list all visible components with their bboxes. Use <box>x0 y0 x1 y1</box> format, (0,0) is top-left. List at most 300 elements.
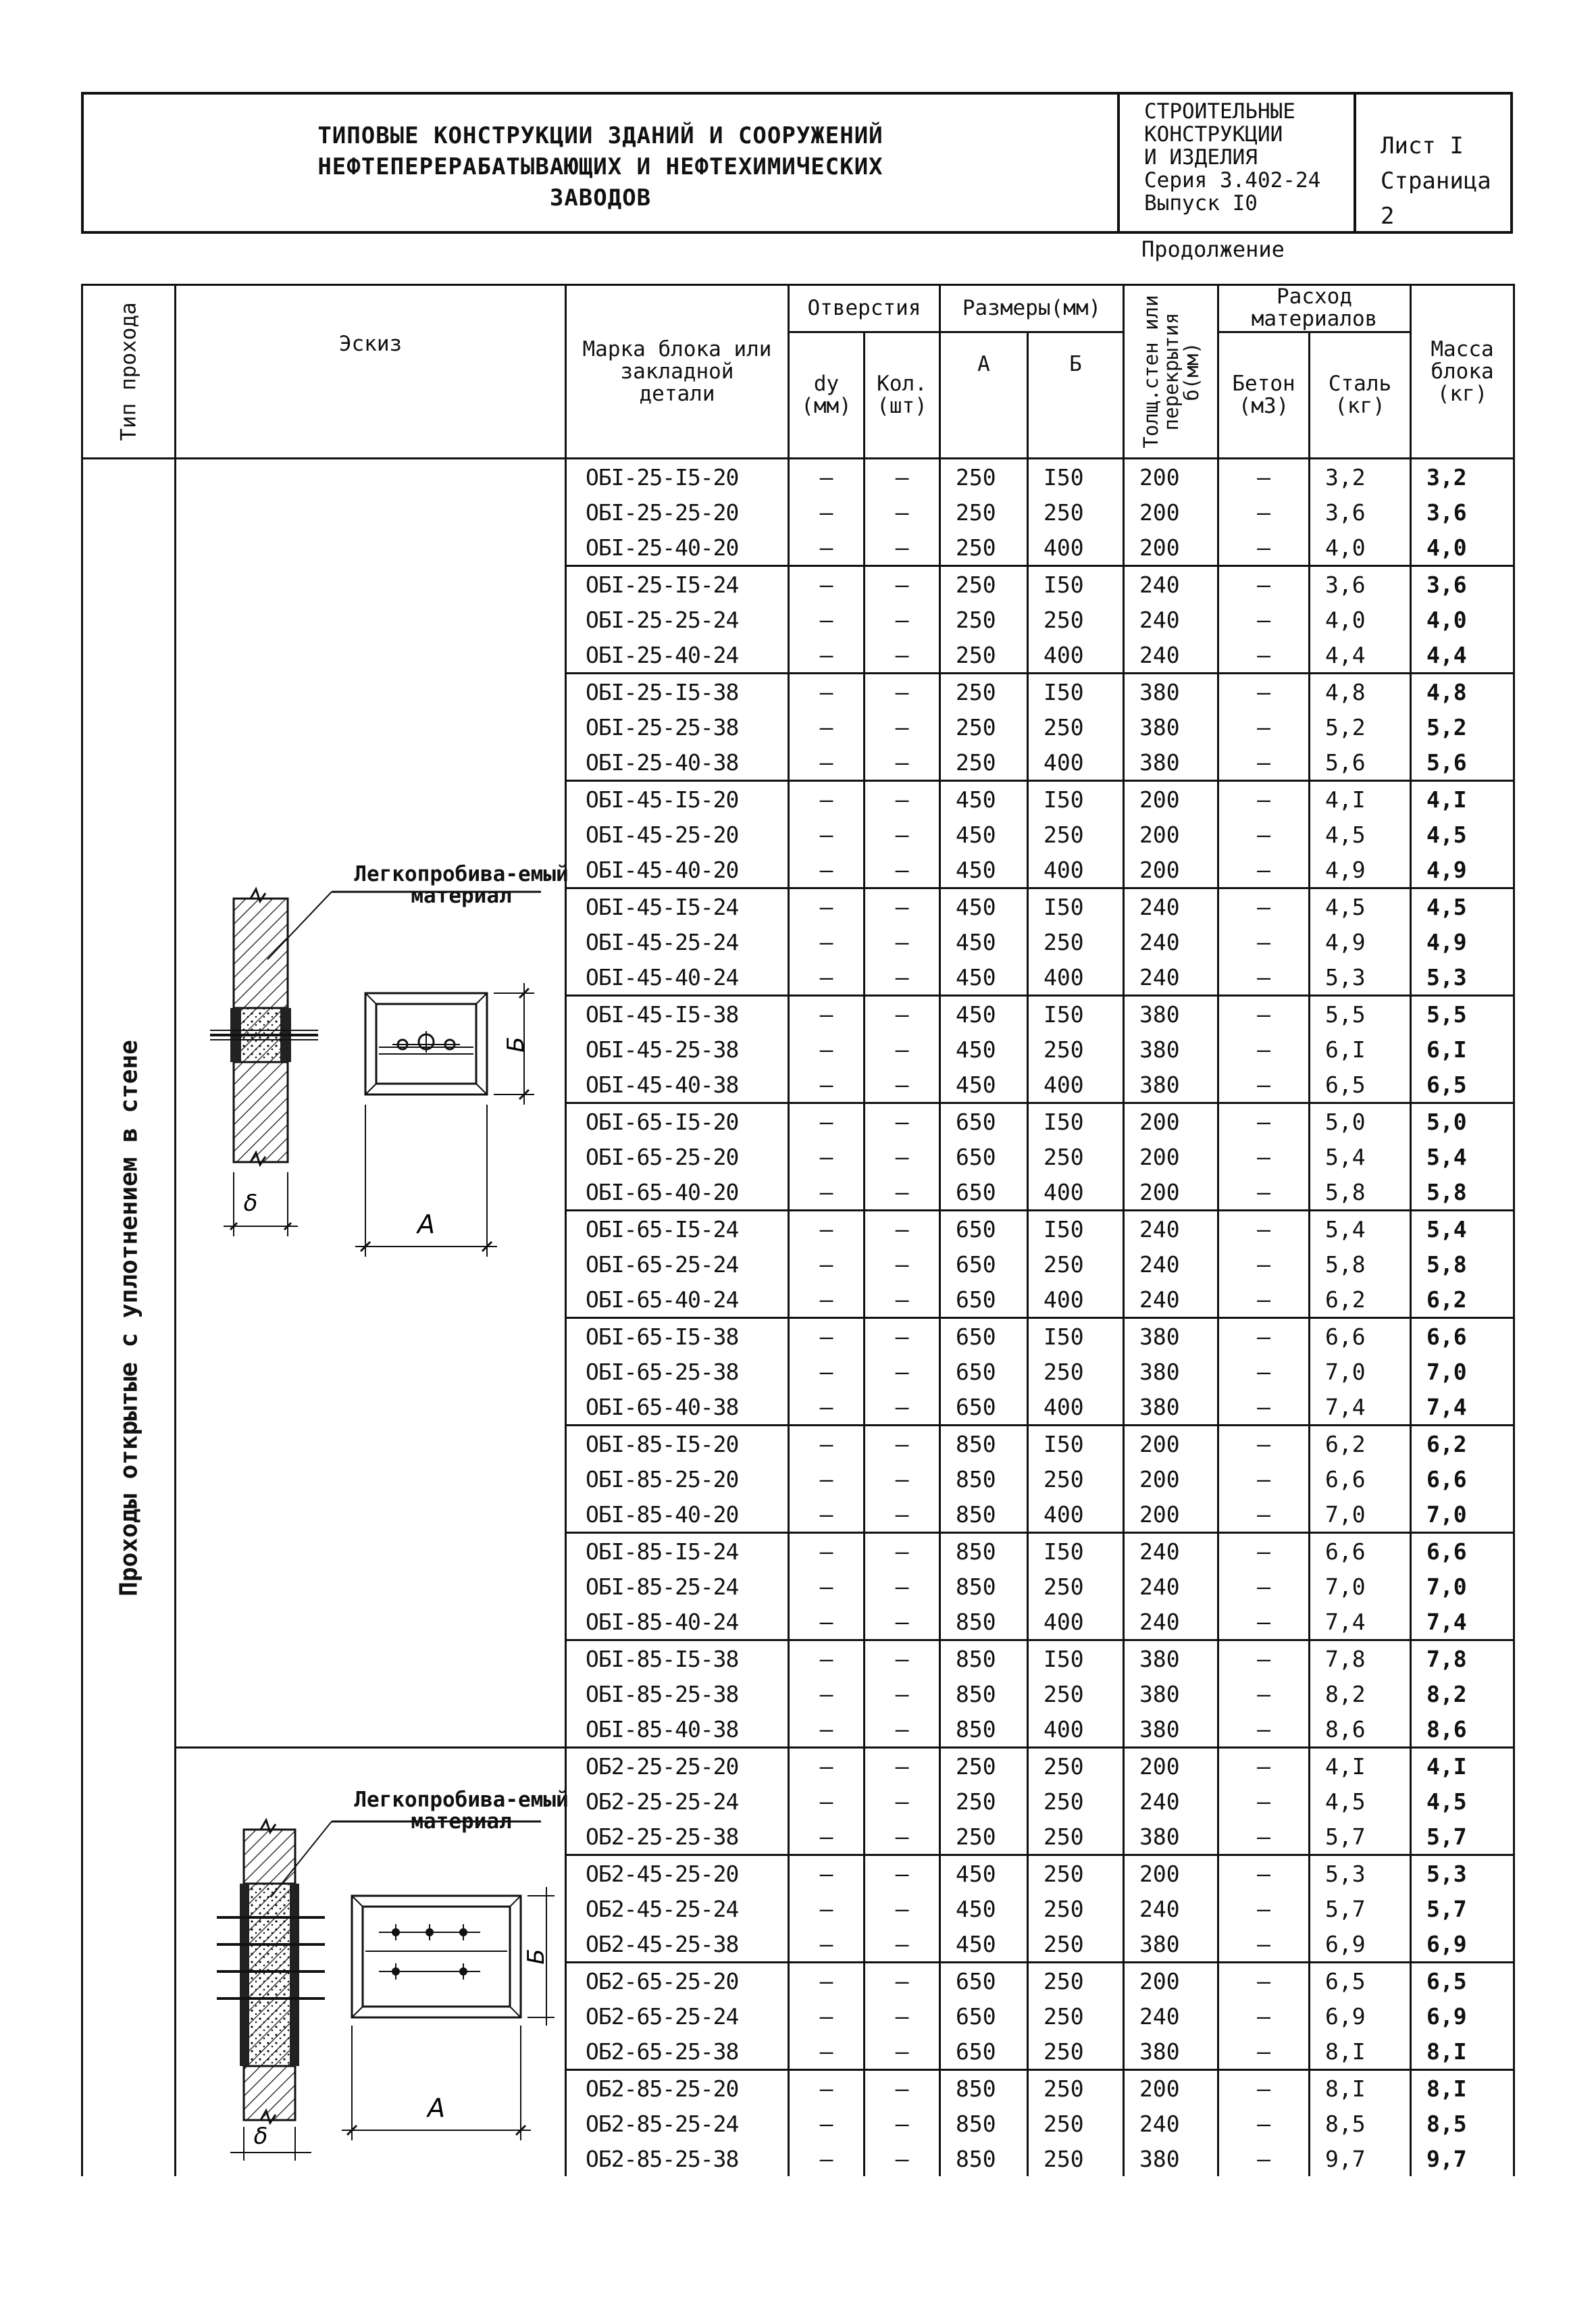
size-a-cell: 450 <box>940 1032 1028 1067</box>
thickness-cell: 200 <box>1124 781 1218 818</box>
concrete-cell: – <box>1218 852 1310 888</box>
mass-cell: 5,5 <box>1411 996 1514 1032</box>
sketch-2-cell <box>176 1748 569 2177</box>
thickness-cell: 240 <box>1124 1533 1218 1569</box>
steel-cell: 6,2 <box>1310 1426 1411 1462</box>
steel-cell: 8,6 <box>1310 1711 1411 1748</box>
count-cell: – <box>865 852 940 888</box>
size-b-cell: 400 <box>1028 852 1124 888</box>
size-a-cell: 250 <box>940 1784 1028 1819</box>
title-block <box>81 92 1513 234</box>
count-cell: – <box>865 530 940 566</box>
count-cell: – <box>865 888 940 925</box>
count-cell: – <box>865 1926 940 1963</box>
size-b-cell: 250 <box>1028 602 1124 637</box>
thickness-cell: 200 <box>1124 852 1218 888</box>
thickness-cell: 200 <box>1124 1963 1218 1999</box>
front-view-2 <box>342 1887 555 2140</box>
mark-cell: ОБI-25-I5-38 <box>566 674 789 710</box>
size-a-cell: 250 <box>940 674 1028 710</box>
thickness-cell: 240 <box>1124 1211 1218 1247</box>
series-line: Серия 3.402-24 <box>1144 168 1321 193</box>
steel-cell: 4,0 <box>1310 530 1411 566</box>
count-cell: – <box>865 1819 940 1855</box>
steel-cell: 5,5 <box>1310 996 1411 1032</box>
title-line: НЕФТЕПЕРЕРАБАТЫВАЮЩИХ И НЕФТЕХИМИЧЕСКИХ <box>317 153 883 180</box>
size-b-cell: 250 <box>1028 924 1124 959</box>
size-a-cell: 850 <box>940 1461 1028 1496</box>
size-b-cell: 400 <box>1028 959 1124 996</box>
size-b-cell: I50 <box>1028 1426 1124 1462</box>
thickness-cell: 240 <box>1124 1998 1218 2034</box>
series-line: И ИЗДЕЛИЯ <box>1144 145 1258 170</box>
concrete-cell: – <box>1218 1496 1310 1533</box>
count-cell: – <box>865 1891 940 1926</box>
mass-cell: 6,9 <box>1411 1998 1514 2034</box>
count-cell: – <box>865 1569 940 1604</box>
size-a-cell: 850 <box>940 2141 1028 2176</box>
concrete-cell: – <box>1218 1389 1310 1426</box>
steel-cell: 4,5 <box>1310 888 1411 925</box>
mark-cell: ОБI-25-25-24 <box>566 602 789 637</box>
header-concrete: Бетон (м3) <box>1218 332 1310 458</box>
size-b-cell: 250 <box>1028 1784 1124 1819</box>
mark-cell: ОБI-85-25-24 <box>566 1569 789 1604</box>
concrete-cell: – <box>1218 1784 1310 1819</box>
thickness-cell: 240 <box>1124 1784 1218 1819</box>
series-line: Выпуск I0 <box>1144 191 1258 216</box>
thickness-cell: 200 <box>1124 1748 1218 1784</box>
mark-cell: ОБI-25-40-20 <box>566 530 789 566</box>
mark-cell: ОБ2-65-25-20 <box>566 1963 789 1999</box>
mass-cell: 4,5 <box>1411 888 1514 925</box>
steel-cell: 5,8 <box>1310 1174 1411 1211</box>
size-a-cell: 850 <box>940 1426 1028 1462</box>
sheet-number: Лист I <box>1381 132 1464 159</box>
size-b-cell: I50 <box>1028 674 1124 710</box>
count-cell: – <box>865 2034 940 2070</box>
steel-cell: 3,6 <box>1310 566 1411 603</box>
dy-cell: – <box>789 1569 865 1604</box>
thickness-cell: 380 <box>1124 2034 1218 2070</box>
dy-cell: – <box>789 1748 865 1784</box>
size-a-cell: 250 <box>940 709 1028 745</box>
size-a-cell: 650 <box>940 1282 1028 1318</box>
sketch-2-material-label: Легкопробива-емый материал <box>354 1788 569 1834</box>
size-b-cell: 400 <box>1028 637 1124 674</box>
size-b-cell: 250 <box>1028 1569 1124 1604</box>
steel-cell: 3,6 <box>1310 495 1411 530</box>
steel-cell: 8,I <box>1310 2034 1411 2070</box>
steel-cell: 5,4 <box>1310 1139 1411 1174</box>
concrete-cell: – <box>1218 996 1310 1032</box>
dy-cell: – <box>789 674 865 710</box>
header-count: Кол. (шт) <box>865 332 940 458</box>
steel-cell: 7,4 <box>1310 1389 1411 1426</box>
concrete-cell: – <box>1218 959 1310 996</box>
size-a-cell: 250 <box>940 1819 1028 1855</box>
mass-cell: 5,3 <box>1411 1855 1514 1892</box>
header-thickness-text: Толщ.стен или перекрытия б(мм) <box>1139 295 1203 449</box>
concrete-cell: – <box>1218 1676 1310 1711</box>
concrete-cell: – <box>1218 1032 1310 1067</box>
sketch-1-delta: δ <box>243 1190 258 1217</box>
count-cell: – <box>865 1103 940 1140</box>
header-a: А <box>940 332 1028 458</box>
mark-cell: ОБI-85-25-20 <box>566 1461 789 1496</box>
concrete-cell: – <box>1218 1211 1310 1247</box>
count-cell: – <box>865 1067 940 1103</box>
dy-cell: – <box>789 1640 865 1677</box>
concrete-cell: – <box>1218 1533 1310 1569</box>
size-b-cell: 250 <box>1028 1998 1124 2034</box>
thickness-cell: 380 <box>1124 1318 1218 1355</box>
size-a-cell: 850 <box>940 1640 1028 1677</box>
mass-cell: 4,5 <box>1411 817 1514 852</box>
dy-cell: – <box>789 852 865 888</box>
mark-cell: ОБI-25-25-20 <box>566 495 789 530</box>
size-b-cell: I50 <box>1028 1211 1124 1247</box>
dy-cell: – <box>789 1926 865 1963</box>
mark-cell: ОБ2-85-25-20 <box>566 2070 789 2107</box>
mass-cell: 6,5 <box>1411 1067 1514 1103</box>
thickness-cell: 200 <box>1124 2070 1218 2107</box>
thickness-cell: 200 <box>1124 1139 1218 1174</box>
mass-cell: 5,6 <box>1411 745 1514 781</box>
concrete-cell: – <box>1218 1640 1310 1677</box>
mass-cell: 7,4 <box>1411 1604 1514 1640</box>
header-consumption: Расход материалов <box>1218 285 1411 332</box>
mark-cell: ОБI-85-40-20 <box>566 1496 789 1533</box>
steel-cell: 4,8 <box>1310 674 1411 710</box>
mark-cell: ОБ2-65-25-38 <box>566 2034 789 2070</box>
count-cell: – <box>865 2141 940 2176</box>
concrete-cell: – <box>1218 1748 1310 1784</box>
size-a-cell: 850 <box>940 2070 1028 2107</box>
count-cell: – <box>865 1998 940 2034</box>
size-a-cell: 450 <box>940 1891 1028 1926</box>
mark-cell: ОБ2-25-25-20 <box>566 1748 789 1784</box>
thickness-cell: 200 <box>1124 495 1218 530</box>
concrete-cell: – <box>1218 637 1310 674</box>
mass-cell: 4,I <box>1411 1748 1514 1784</box>
steel-cell: 4,I <box>1310 1748 1411 1784</box>
thickness-cell: 200 <box>1124 817 1218 852</box>
mass-cell: 6,9 <box>1411 1926 1514 1963</box>
mark-cell: ОБI-65-25-24 <box>566 1247 789 1282</box>
size-b-cell: 400 <box>1028 530 1124 566</box>
size-a-cell: 850 <box>940 1676 1028 1711</box>
mark-cell: ОБI-45-40-38 <box>566 1067 789 1103</box>
size-a-cell: 250 <box>940 530 1028 566</box>
concrete-cell: – <box>1218 674 1310 710</box>
mark-cell: ОБI-45-25-24 <box>566 924 789 959</box>
size-b-cell: 250 <box>1028 1819 1124 1855</box>
thickness-cell: 240 <box>1124 1282 1218 1318</box>
dy-cell: – <box>789 781 865 818</box>
steel-cell: 7,0 <box>1310 1354 1411 1389</box>
count-cell: – <box>865 2106 940 2141</box>
steel-cell: 6,5 <box>1310 1963 1411 1999</box>
size-b-cell: 250 <box>1028 1855 1124 1892</box>
size-a-cell: 650 <box>940 1211 1028 1247</box>
mass-cell: 7,0 <box>1411 1354 1514 1389</box>
thickness-cell: 380 <box>1124 1926 1218 1963</box>
dy-cell: – <box>789 1318 865 1355</box>
concrete-cell: – <box>1218 1103 1310 1140</box>
dy-cell: – <box>789 1533 865 1569</box>
dy-cell: – <box>789 566 865 603</box>
mass-cell: 5,4 <box>1411 1211 1514 1247</box>
series-line: СТРОИТЕЛЬНЫЕ <box>1144 99 1295 124</box>
count-cell: – <box>865 1247 940 1282</box>
mark-cell: ОБI-65-I5-20 <box>566 1103 789 1140</box>
title-divider <box>1117 95 1120 231</box>
sketch-1-material-label: Легкопробива-емый материал <box>354 862 569 908</box>
steel-cell: 6,6 <box>1310 1533 1411 1569</box>
mark-cell: ОБI-45-40-20 <box>566 852 789 888</box>
size-a-cell: 450 <box>940 996 1028 1032</box>
size-a-cell: 650 <box>940 1103 1028 1140</box>
size-b-cell: 400 <box>1028 1711 1124 1748</box>
thickness-cell: 200 <box>1124 1855 1218 1892</box>
count-cell: – <box>865 459 940 495</box>
count-cell: – <box>865 2070 940 2107</box>
header-steel: Сталь (кг) <box>1310 332 1411 458</box>
mass-cell: 5,2 <box>1411 709 1514 745</box>
concrete-cell: – <box>1218 530 1310 566</box>
thickness-cell: 380 <box>1124 745 1218 781</box>
dy-cell: – <box>789 709 865 745</box>
mass-cell: 7,8 <box>1411 1640 1514 1677</box>
thickness-cell: 380 <box>1124 2141 1218 2176</box>
thickness-cell: 240 <box>1124 1569 1218 1604</box>
mark-cell: ОБI-45-I5-20 <box>566 781 789 818</box>
thickness-cell: 380 <box>1124 996 1218 1032</box>
count-cell: – <box>865 1496 940 1533</box>
steel-cell: 4,4 <box>1310 637 1411 674</box>
blocks-table <box>81 284 1515 2176</box>
thickness-cell: 380 <box>1124 1640 1218 1677</box>
steel-cell: 5,3 <box>1310 1855 1411 1892</box>
continuation-label: Продолжение <box>1141 236 1285 262</box>
mark-cell: ОБI-85-40-24 <box>566 1604 789 1640</box>
mass-cell: 4,5 <box>1411 1784 1514 1819</box>
size-b-cell: 250 <box>1028 1748 1124 1784</box>
count-cell: – <box>865 1318 940 1355</box>
dy-cell: – <box>789 888 865 925</box>
count-cell: – <box>865 1389 940 1426</box>
size-a-cell: 450 <box>940 888 1028 925</box>
steel-cell: 5,2 <box>1310 709 1411 745</box>
thickness-cell: 240 <box>1124 1604 1218 1640</box>
concrete-cell: – <box>1218 2106 1310 2141</box>
thickness-cell: 380 <box>1124 1819 1218 1855</box>
dy-cell: – <box>789 1139 865 1174</box>
steel-cell: 4,I <box>1310 781 1411 818</box>
dy-cell: – <box>789 1103 865 1140</box>
mass-cell: 4,0 <box>1411 602 1514 637</box>
size-b-cell: 250 <box>1028 2106 1124 2141</box>
count-cell: – <box>865 1282 940 1318</box>
dy-cell: – <box>789 1461 865 1496</box>
concrete-cell: – <box>1218 1247 1310 1282</box>
thickness-cell: 240 <box>1124 959 1218 996</box>
mark-cell: ОБ2-45-25-20 <box>566 1855 789 1892</box>
size-a-cell: 650 <box>940 1998 1028 2034</box>
mass-cell: 4,9 <box>1411 852 1514 888</box>
mass-cell: 5,0 <box>1411 1103 1514 1140</box>
concrete-cell: – <box>1218 2034 1310 2070</box>
mark-cell: ОБ2-25-25-24 <box>566 1784 789 1819</box>
count-cell: – <box>865 566 940 603</box>
mass-cell: 7,0 <box>1411 1496 1514 1533</box>
mark-cell: ОБI-85-25-38 <box>566 1676 789 1711</box>
series-info <box>1144 100 1320 215</box>
concrete-cell: – <box>1218 1891 1310 1926</box>
mass-cell: 8,I <box>1411 2034 1514 2070</box>
mark-cell: ОБI-85-40-38 <box>566 1711 789 1748</box>
dy-cell: – <box>789 1784 865 1819</box>
dy-cell: – <box>789 1891 865 1926</box>
mass-cell: 6,I <box>1411 1032 1514 1067</box>
size-a-cell: 250 <box>940 566 1028 603</box>
count-cell: – <box>865 959 940 996</box>
thickness-cell: 200 <box>1124 1103 1218 1140</box>
size-a-cell: 650 <box>940 1174 1028 1211</box>
size-a-cell: 850 <box>940 1533 1028 1569</box>
size-b-cell: 400 <box>1028 1604 1124 1640</box>
mark-cell: ОБI-65-I5-24 <box>566 1211 789 1247</box>
dy-cell: – <box>789 2034 865 2070</box>
header-mass: Масса блока (кг) <box>1411 285 1514 459</box>
mass-cell: 8,2 <box>1411 1676 1514 1711</box>
dy-cell: – <box>789 959 865 996</box>
mass-cell: 5,8 <box>1411 1247 1514 1282</box>
steel-cell: 5,6 <box>1310 745 1411 781</box>
mark-cell: ОБI-25-40-38 <box>566 745 789 781</box>
size-b-cell: 250 <box>1028 495 1124 530</box>
steel-cell: 6,2 <box>1310 1282 1411 1318</box>
concrete-cell: – <box>1218 1426 1310 1462</box>
count-cell: – <box>865 637 940 674</box>
count-cell: – <box>865 1533 940 1569</box>
size-b-cell: 250 <box>1028 709 1124 745</box>
dy-cell: – <box>789 459 865 495</box>
steel-cell: 4,9 <box>1310 852 1411 888</box>
count-cell: – <box>865 495 940 530</box>
steel-cell: 8,I <box>1310 2070 1411 2107</box>
mark-cell: ОБ2-85-25-24 <box>566 2106 789 2141</box>
size-b-cell: I50 <box>1028 888 1124 925</box>
dy-cell: – <box>789 924 865 959</box>
size-a-cell: 250 <box>940 1748 1028 1784</box>
thickness-cell: 380 <box>1124 1354 1218 1389</box>
count-cell: – <box>865 817 940 852</box>
thickness-cell: 200 <box>1124 1461 1218 1496</box>
mark-cell: ОБ2-25-25-38 <box>566 1819 789 1855</box>
concrete-cell: – <box>1218 495 1310 530</box>
concrete-cell: – <box>1218 1998 1310 2034</box>
mark-cell: ОБI-45-25-38 <box>566 1032 789 1067</box>
count-cell: – <box>865 1748 940 1784</box>
mass-cell: 7,0 <box>1411 1569 1514 1604</box>
concrete-cell: – <box>1218 2141 1310 2176</box>
size-b-cell: 250 <box>1028 1926 1124 1963</box>
count-cell: – <box>865 1426 940 1462</box>
dy-cell: – <box>789 1496 865 1533</box>
concrete-cell: – <box>1218 1318 1310 1355</box>
dy-cell: – <box>789 1711 865 1748</box>
size-b-cell: I50 <box>1028 1103 1124 1140</box>
dy-cell: – <box>789 1067 865 1103</box>
count-cell: – <box>865 674 940 710</box>
header-sketch: Эскиз <box>176 285 566 459</box>
mark-cell: ОБI-65-I5-38 <box>566 1318 789 1355</box>
size-a-cell: 450 <box>940 1926 1028 1963</box>
count-cell: – <box>865 1640 940 1677</box>
steel-cell: 8,5 <box>1310 2106 1411 2141</box>
size-a-cell: 850 <box>940 1569 1028 1604</box>
thickness-cell: 380 <box>1124 1067 1218 1103</box>
mark-cell: ОБI-45-25-20 <box>566 817 789 852</box>
dy-cell: – <box>789 1247 865 1282</box>
concrete-cell: – <box>1218 1139 1310 1174</box>
sketch-2-label-a: А <box>428 2093 445 2123</box>
concrete-cell: – <box>1218 1963 1310 1999</box>
mark-cell: ОБI-85-I5-38 <box>566 1640 789 1677</box>
size-b-cell: 250 <box>1028 2141 1124 2176</box>
size-a-cell: 450 <box>940 959 1028 996</box>
size-a-cell: 250 <box>940 495 1028 530</box>
size-a-cell: 250 <box>940 637 1028 674</box>
size-b-cell: I50 <box>1028 781 1124 818</box>
thickness-cell: 240 <box>1124 924 1218 959</box>
thickness-cell: 200 <box>1124 1426 1218 1462</box>
dy-cell: – <box>789 1604 865 1640</box>
dy-cell: – <box>789 1963 865 1999</box>
thickness-cell: 380 <box>1124 1676 1218 1711</box>
mass-cell: 4,0 <box>1411 530 1514 566</box>
steel-cell: 9,7 <box>1310 2141 1411 2176</box>
dy-cell: – <box>789 1282 865 1318</box>
sketch-2-label-b: Б <box>523 1948 550 1965</box>
dy-cell: – <box>789 2141 865 2176</box>
concrete-cell: – <box>1218 1461 1310 1496</box>
mark-cell: ОБI-45-I5-38 <box>566 996 789 1032</box>
mass-cell: 6,2 <box>1411 1282 1514 1318</box>
size-a-cell: 250 <box>940 602 1028 637</box>
header-mark: Марка блока или закладной детали <box>566 285 789 459</box>
mark-cell: ОБI-45-I5-24 <box>566 888 789 925</box>
thickness-cell: 380 <box>1124 1389 1218 1426</box>
steel-cell: 7,0 <box>1310 1496 1411 1533</box>
count-cell: – <box>865 745 940 781</box>
thickness-cell: 200 <box>1124 1496 1218 1533</box>
steel-cell: 6,6 <box>1310 1461 1411 1496</box>
count-cell: – <box>865 1354 940 1389</box>
concrete-cell: – <box>1218 566 1310 603</box>
steel-cell: 7,8 <box>1310 1640 1411 1677</box>
thickness-cell: 380 <box>1124 709 1218 745</box>
mass-cell: 6,5 <box>1411 1963 1514 1999</box>
sketch-1-label-b: Б <box>503 1036 530 1053</box>
concrete-cell: – <box>1218 745 1310 781</box>
size-b-cell: 400 <box>1028 1282 1124 1318</box>
table-row <box>82 1748 1514 1784</box>
concrete-cell: – <box>1218 2070 1310 2107</box>
thickness-cell: 240 <box>1124 1247 1218 1282</box>
